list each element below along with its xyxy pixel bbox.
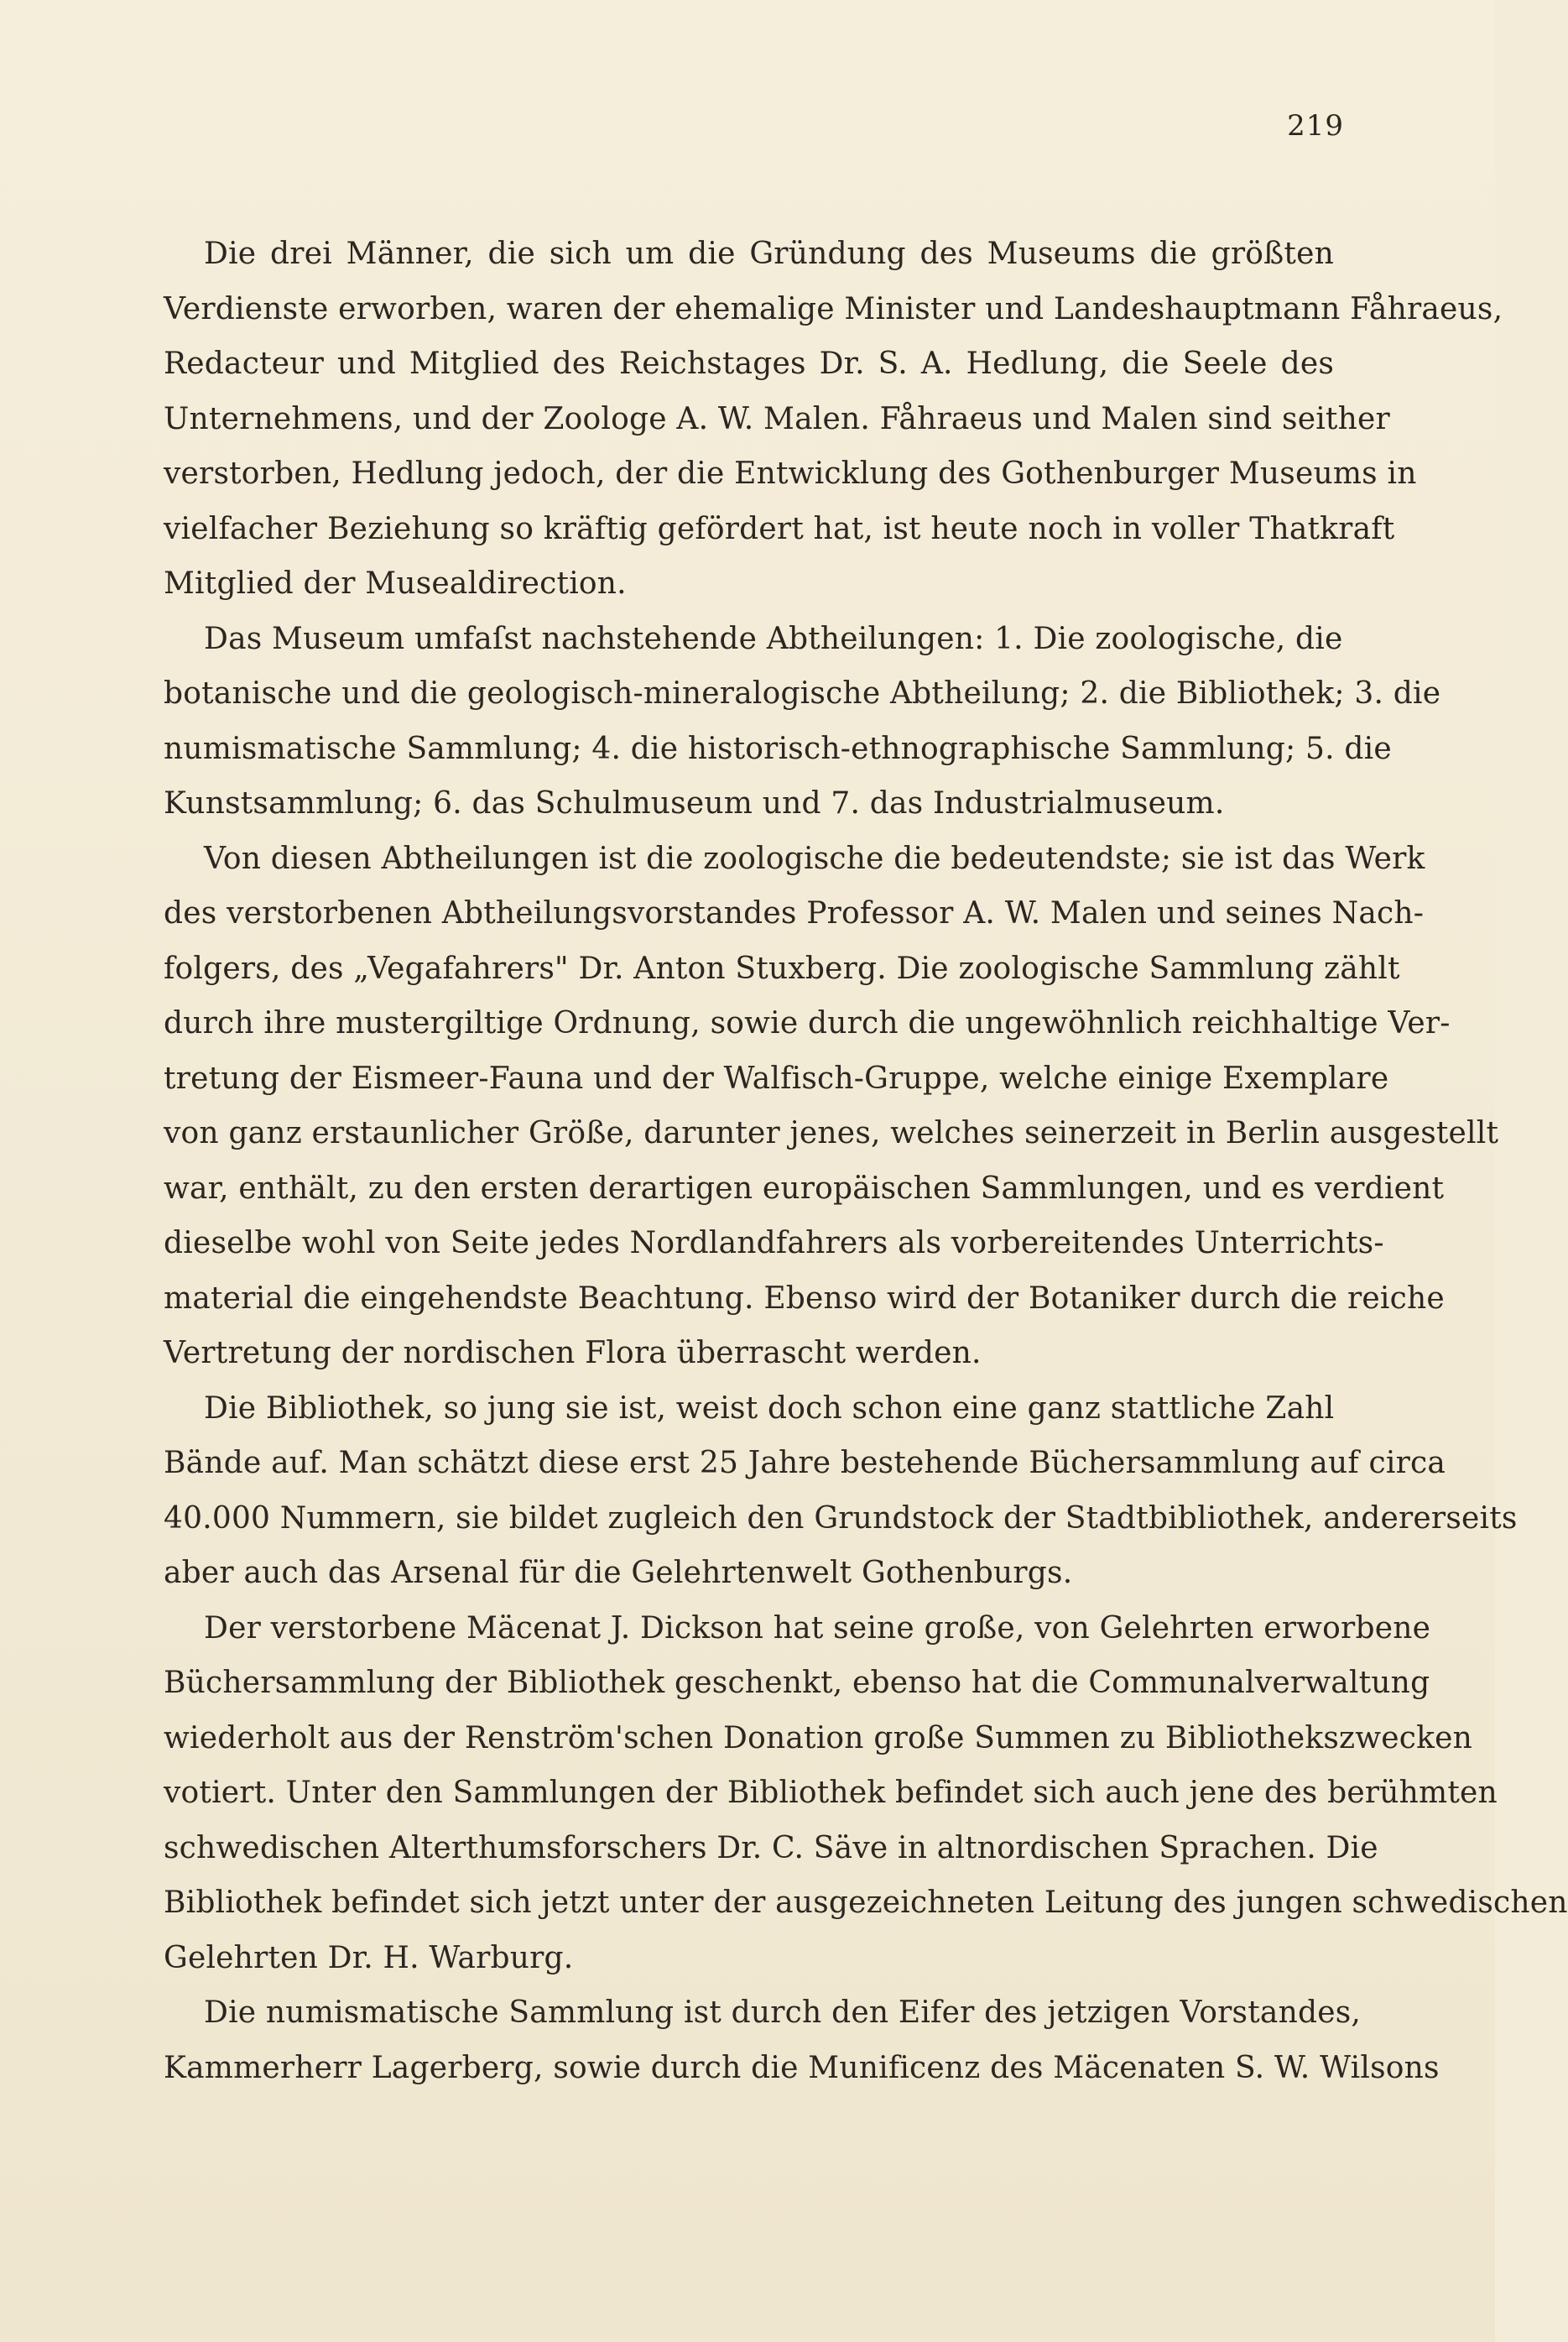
- text-line: Bibliothek befindet sich jetzt unter der ausgezeichneten Leitung des jungen schwedischen: [164, 1886, 1568, 1920]
- text-line: Die numismatische Sammlung ist durch den Eifer des jetzigen Vorstandes,: [204, 1995, 1362, 2030]
- text-line: Von diesen Abtheilungen ist die zoologische die bedeutendste; sie ist das Werk: [204, 841, 1425, 876]
- text-line: verstorben, Hedlung jedoch, der die Entwicklung des Gothenburger Museums in: [164, 456, 1417, 491]
- text-line: Bände auf. Man schätzt diese erst 25 Jahre bestehende Büchersammlung auf circa: [164, 1446, 1446, 1480]
- page-number: 219: [1287, 109, 1344, 143]
- text-line: aber auch das Arsenal für die Gelehrtenwelt Gothenburgs.: [164, 1556, 1073, 1590]
- text-line: Die Bibliothek, so jung sie ist, weist doch schon eine ganz stattliche Zahl: [204, 1390, 1335, 1426]
- text-line: schwedischen Alterthumsforschers Dr. C. Säve in altnordischen Sprachen. Die: [164, 1830, 1378, 1865]
- text-line: votiert. Unter den Sammlungen der Bibliothek befindet sich auch jene des berühmten: [164, 1776, 1498, 1810]
- text-line: Mitglied der Musealdirection.: [164, 566, 627, 601]
- text-line: wiederholt aus der Renström'schen Donation große Summen zu Bibliothekszwecken: [164, 1720, 1473, 1755]
- text-line: Die drei Männer, die sich um die Gründung des Museums die größten: [204, 237, 1334, 271]
- text-line: dieselbe wohl von Seite jedes Nordlandfahrers als vorbereitendes Unterrichts-: [164, 1226, 1384, 1260]
- text-line: Der verstorbene Mäcenat J. Dickson hat seine große, von Gelehrten erworbene: [204, 1610, 1431, 1646]
- paragraph-founders: [164, 227, 1503, 612]
- text-line: von ganz erstaunlicher Größe, darunter jenes, welches seinerzeit in Berlin ausgestellt: [164, 1116, 1499, 1150]
- paragraph-zoology: [164, 832, 1499, 1381]
- text-line: Kunstsammlung; 6. das Schulmuseum und 7. das Industrialmuseum.: [164, 786, 1225, 821]
- text-line: botanische und die geologisch-mineralogische Abtheilung; 2. die Bibliothek; 3. die: [164, 676, 1441, 711]
- text-line: des verstorbenen Abtheilungsvorstandes Professor A. W. Malen und seines Nach-: [164, 896, 1425, 931]
- text-line: Redacteur und Mitglied des Reichstages Dr. S. A. Hedlung, die Seele des: [164, 347, 1334, 381]
- text-line: tretung der Eismeer-Fauna und der Walfisch-Gruppe, welche einige Exemplare: [164, 1061, 1389, 1096]
- text-line: durch ihre mustergiltige Ordnung, sowie durch die ungewöhnlich reichhaltige Ver-: [164, 1006, 1451, 1041]
- text-line: Gelehrten Dr. H. Warburg.: [164, 1940, 574, 1975]
- paragraph-library: [164, 1381, 1518, 1601]
- paragraph-departments: [164, 612, 1441, 832]
- text-line: Unternehmens, und der Zoologe A. W. Malen. Fåhraeus und Malen sind seither: [164, 401, 1390, 436]
- text-line: numismatische Sammlung; 4. die historisch-ethnographische Sammlung; 5. die: [164, 731, 1392, 766]
- paragraph-numismatics: [164, 1985, 1440, 2095]
- text-line: war, enthält, zu den ersten derartigen europäischen Sammlungen, und es verdient: [164, 1171, 1445, 1206]
- text-line: material die eingehendste Beachtung. Ebenso wird der Botaniker durch die reiche: [164, 1281, 1445, 1316]
- text-line: 40.000 Nummern, sie bildet zugleich den Grundstock der Stadtbibliothek, andererseits: [164, 1500, 1518, 1536]
- text-line: vielfacher Beziehung so kräftig gefördert hat, ist heute noch in voller Thatkraft: [164, 511, 1395, 546]
- text-line: Kammerherr Lagerberg, sowie durch die Munificenz des Mäcenaten S. W. Wilsons: [164, 2050, 1440, 2085]
- body-text: [164, 227, 1568, 2095]
- paragraph-dickson: [164, 1601, 1568, 1986]
- text-line: Das Museum umfaſst nachstehende Abtheilungen: 1. Die zoologische, die: [204, 621, 1343, 656]
- text-line: Vertretung der nordischen Flora überrascht werden.: [164, 1336, 982, 1370]
- text-line: Verdienste erworben, waren der ehemalige Minister und Landeshauptmann Fåhraeus,: [164, 291, 1503, 326]
- text-line: Büchersammlung der Bibliothek geschenkt, ebenso hat die Communalverwaltung: [164, 1666, 1430, 1700]
- text-line: folgers, des „Vegafahrers" Dr. Anton Stuxberg. Die zoologische Sammlung zählt: [164, 951, 1400, 986]
